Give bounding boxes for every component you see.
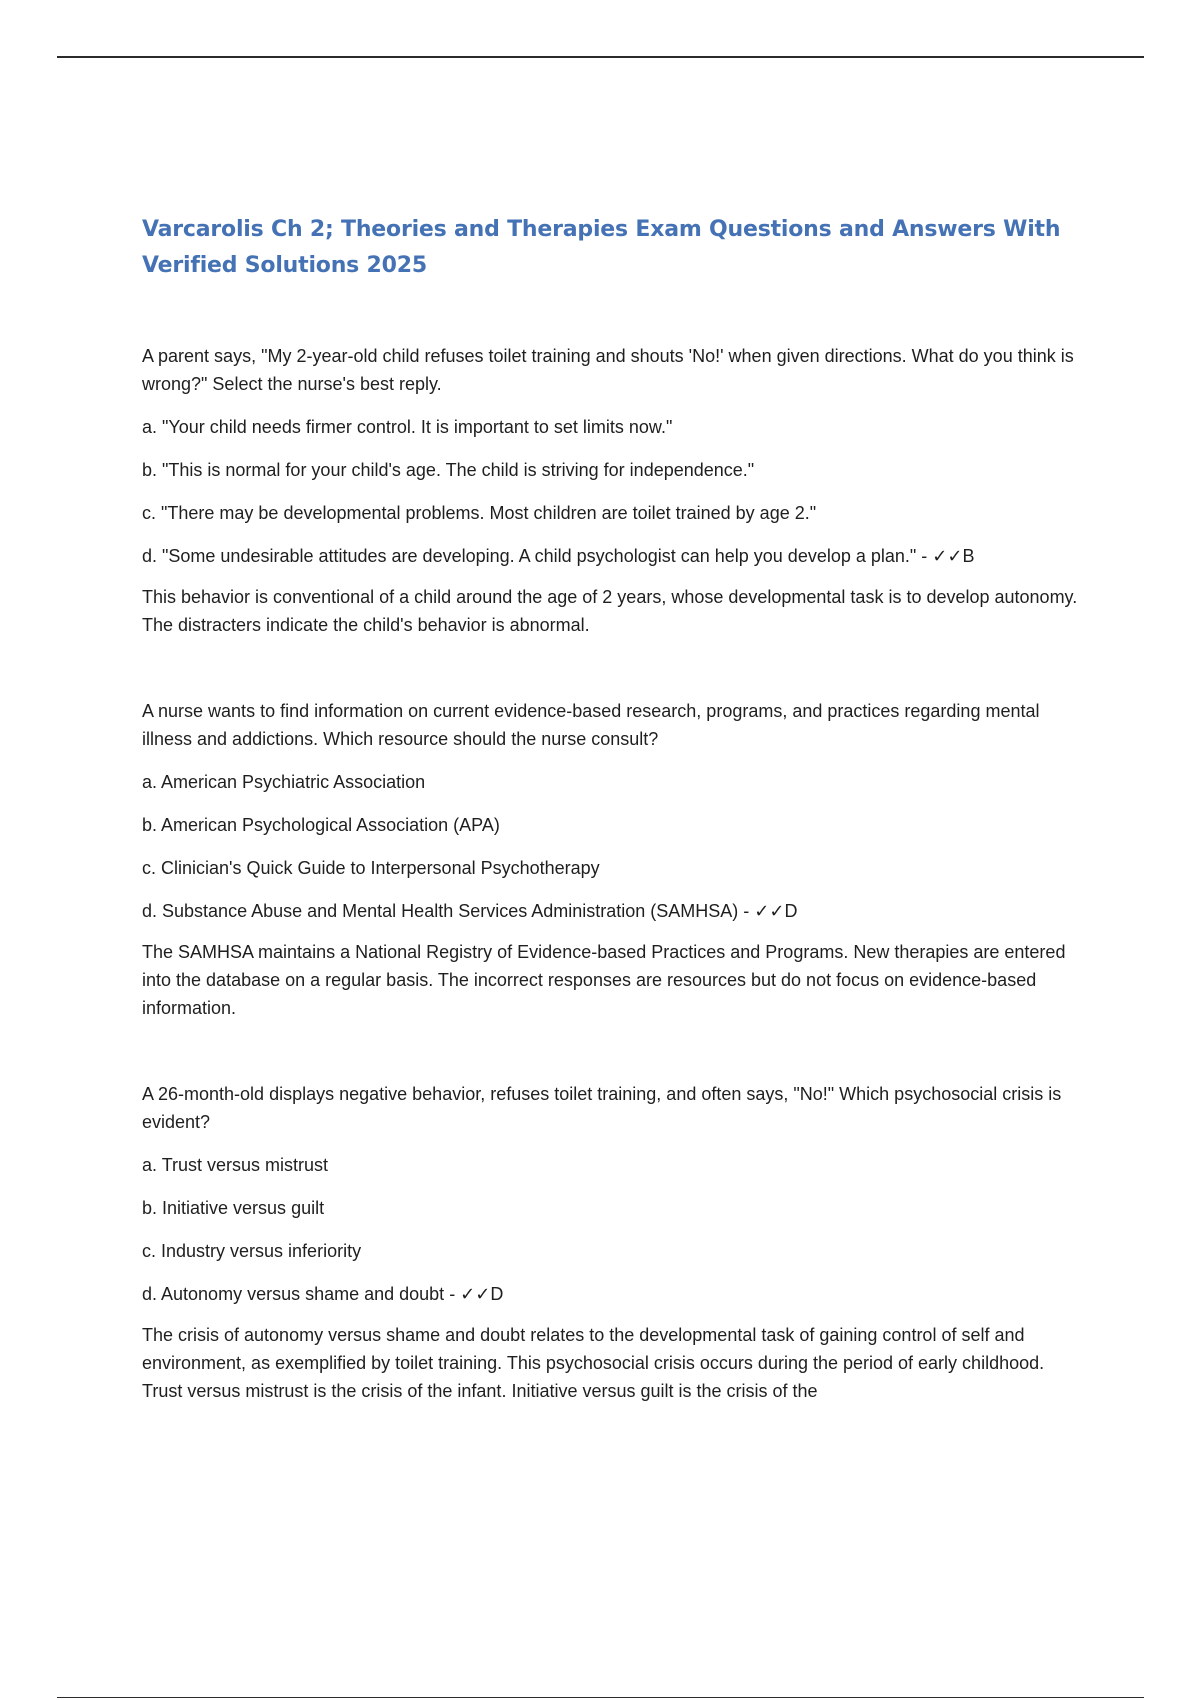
- rationale-text: This behavior is conventional of a child around the age of 2 years, whose developmental task is to develop autonomy. The distracters indicate the child's behavior is abnormal.: [142, 587, 1078, 635]
- option-b: b. American Psychological Association (APA): [142, 815, 500, 835]
- question-stem: A parent says, "My 2-year-old child refuses toilet training and shouts 'No!' when given directions. What do you think is wrong?" Select the nurse's best reply.: [142, 346, 1074, 394]
- question-stem: A nurse wants to find information on current evidence-based research, programs, and practices regarding mental illness and addictions. Which resource should the nurse consult?: [142, 701, 1040, 749]
- answer-marker: - ✓✓D: [738, 901, 798, 921]
- top-rule: [57, 56, 1144, 58]
- option-b: b. "This is normal for your child's age. The child is striving for independence.": [142, 460, 755, 480]
- question-block-2: [142, 697, 1082, 1022]
- document-title: Varcarolis Ch 2; Theories and Therapies Exam Questions and Answers With Verified Solutions 2025: [142, 217, 1061, 278]
- rationale-text: The crisis of autonomy versus shame and doubt relates to the developmental task of gaining control of self and environment, as exemplified by toilet training. This psychosocial crisis occurs during the period of early childhood. Trust versus mistrust is the crisis of the infant. Initiative versus guilt is the crisis of the: [142, 1325, 1045, 1401]
- rationale-text: The SAMHSA maintains a National Registry of Evidence-based Practices and Programs. New therapies are entered into the database on a regular basis. The incorrect responses are resources but do not focus on evidence-based information.: [142, 942, 1066, 1018]
- option-a: a. Trust versus mistrust: [142, 1155, 329, 1175]
- option-b: b. Initiative versus guilt: [142, 1198, 325, 1218]
- option-d: d. Substance Abuse and Mental Health Services Administration (SAMHSA) - ✓✓D: [142, 901, 798, 921]
- option-a: a. "Your child needs firmer control. It is important to set limits now.": [142, 417, 673, 437]
- option-list: [142, 1151, 1082, 1308]
- option-a: a. American Psychiatric Association: [142, 772, 426, 792]
- document-body: [142, 212, 1082, 1405]
- answer-marker: - ✓✓B: [916, 546, 975, 566]
- option-c: c. "There may be developmental problems. Most children are toilet trained by age 2.": [142, 503, 817, 523]
- question-block-1: [142, 342, 1082, 639]
- question-block-3: [142, 1080, 1082, 1405]
- answer-marker: - ✓✓D: [444, 1284, 504, 1304]
- option-d: d. "Some undesirable attitudes are developing. A child psychologist can help you develop a plan." - ✓✓B: [142, 546, 975, 566]
- bottom-rule: [57, 1697, 1144, 1698]
- option-c: c. Clinician's Quick Guide to Interpersonal Psychotherapy: [142, 858, 600, 878]
- option-c: c. Industry versus inferiority: [142, 1241, 362, 1261]
- option-list: [142, 413, 1082, 570]
- option-list: [142, 768, 1082, 925]
- option-d: d. Autonomy versus shame and doubt - ✓✓D: [142, 1284, 504, 1304]
- question-stem: A 26-month-old displays negative behavior, refuses toilet training, and often says, "No!" Which psychosocial crisis is evident?: [142, 1084, 1062, 1132]
